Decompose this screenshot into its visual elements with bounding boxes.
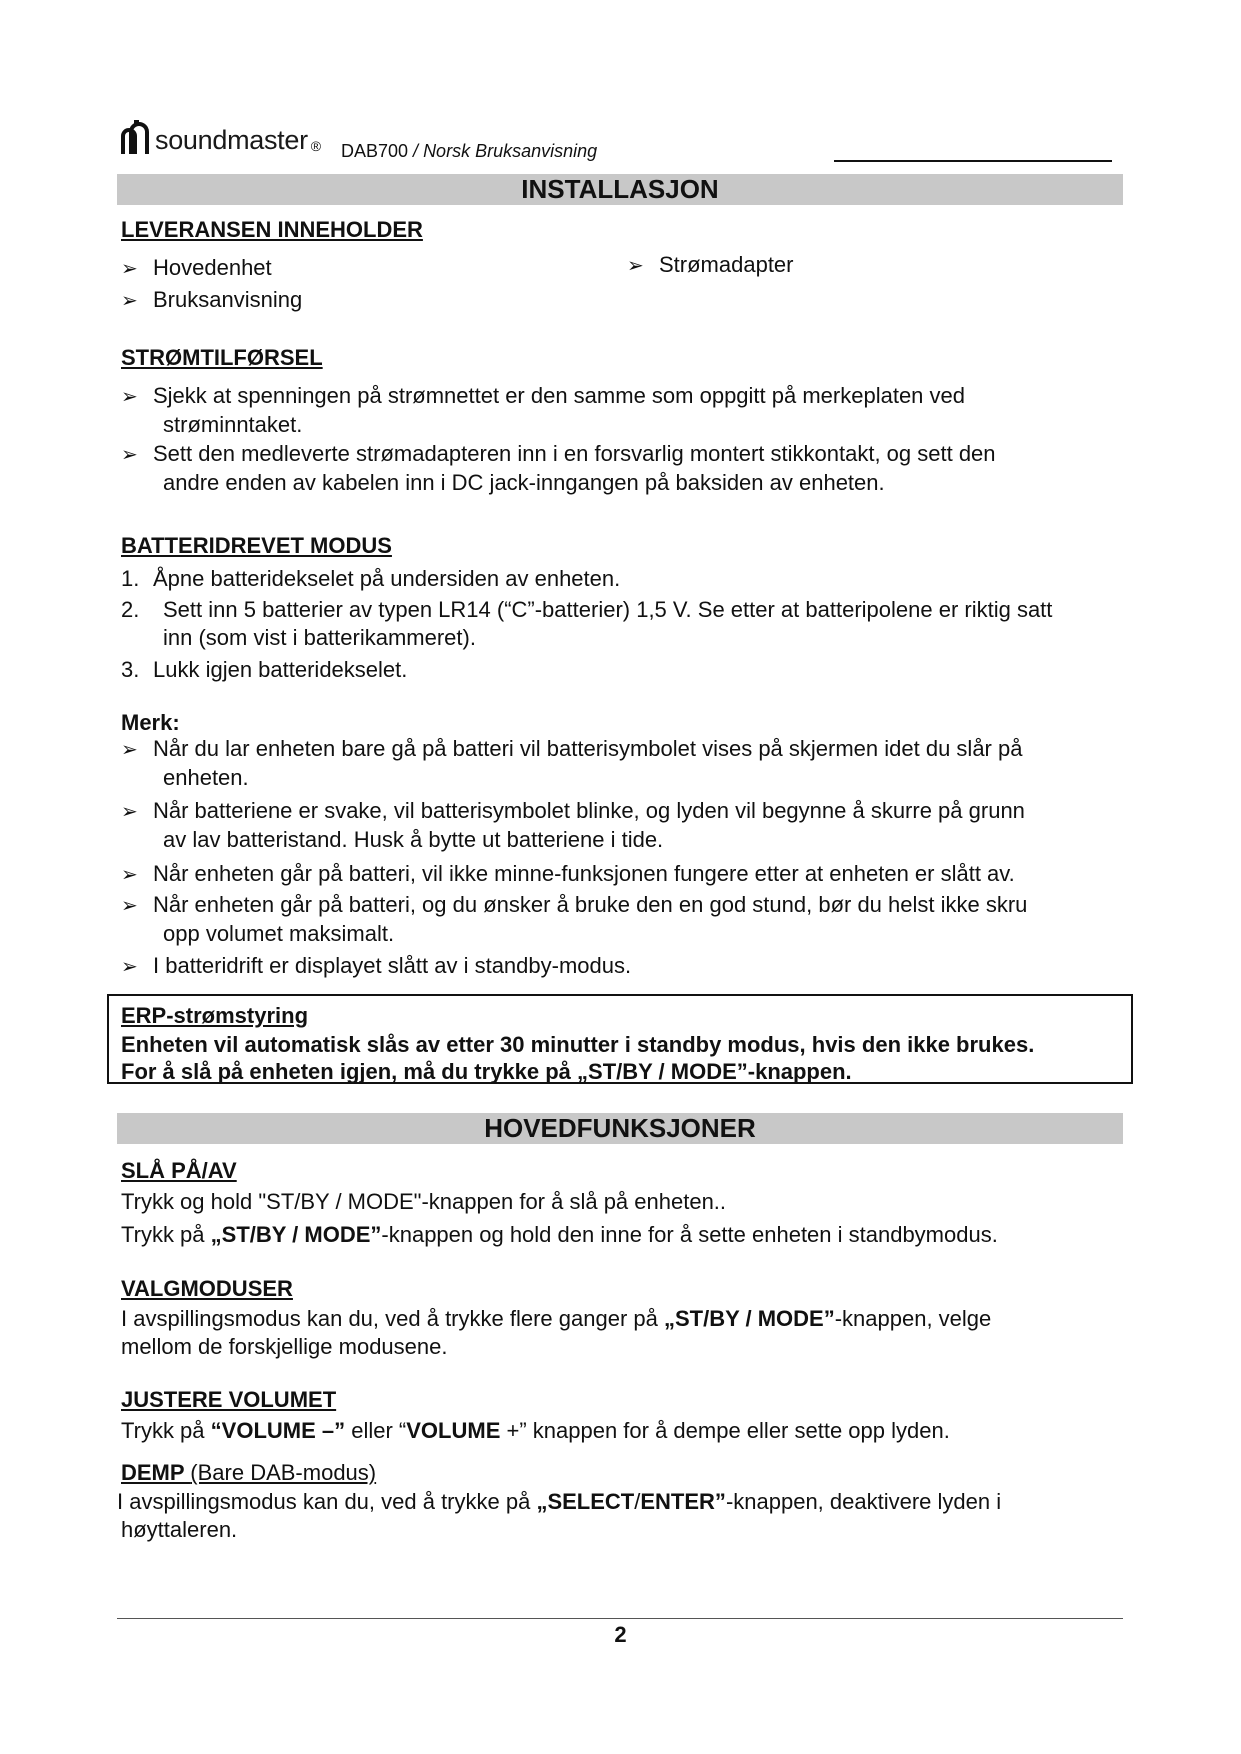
- demp-heading-row: [121, 1460, 376, 1486]
- demp-note: (Bare DAB-modus): [190, 1460, 377, 1485]
- model-name: DAB700: [341, 141, 409, 161]
- heading-sla-pa-av: SLÅ PÅ/AV: [121, 1158, 237, 1183]
- section-bar-hovedfunksjoner: HOVEDFUNKSJONER: [117, 1113, 1123, 1144]
- section-bar-installasjon: INSTALLASJON: [117, 174, 1123, 205]
- paav-text-line2: Trykk på „ST/BY / MODE”-knappen og hold den inne for å sette enheten i standbymodus.: [121, 1222, 998, 1247]
- list-item: ➢ Når enheten går på batteri, vil ikke minne-funksjonen fungere etter at enheten er slått av.: [121, 860, 1015, 889]
- arrow-icon: ➢: [121, 895, 138, 917]
- header-rule: [834, 160, 1112, 162]
- list-item: 2. Sett inn 5 batterier av typen LR14 (“C”-batterier) 1,5 V. Se etter at batteripolene er riktig satt inn (som vist i batterikammeret).: [121, 597, 1053, 650]
- list-item: ➢ Sett den medleverte strømadapteren inn i en forsvarlig montert stikkontakt, og sett den andre enden av kabelen inn i DC jack-inngangen på baksiden av enheten.: [121, 441, 996, 495]
- header-model: [341, 141, 597, 162]
- arrow-icon: ➢: [121, 739, 138, 761]
- demp-text-line1: I avspillingsmodus kan du, ved å trykke på „SELECT/ENTER”-knappen, deaktivere lyden i: [117, 1489, 1002, 1514]
- valg-text-line2: mellom de forskjellige modusene.: [121, 1334, 448, 1359]
- arrow-icon: ➢: [121, 386, 138, 408]
- header-separator: /: [408, 141, 424, 161]
- list-item: ➢ I batteridrift er displayet slått av i standby-modus.: [121, 952, 631, 981]
- volum-text: Trykk på “VOLUME –” eller “VOLUME +” knappen for å dempe eller sette opp lyden.: [121, 1418, 950, 1443]
- list-item: ➢ Når du lar enheten bare gå på batteri vil batterisymbolet vises på skjermen idet du slår på enheten.: [121, 736, 1023, 790]
- demp-text-line2: høyttaleren.: [121, 1517, 238, 1542]
- list-item: ➢ Når batteriene er svake, vil batterisymbolet blinke, og lyden vil begynne å skurre på grunn av lav batteristand. Husk å bytte ut batteriene i tide.: [121, 798, 1025, 852]
- footer-rule: [117, 1618, 1123, 1619]
- document-title: Norsk Bruksanvisning: [423, 141, 598, 161]
- valg-text-line1: I avspillingsmodus kan du, ved å trykke flere ganger på „ST/BY / MODE”-knappen, velge: [121, 1306, 992, 1331]
- heading-justere-volumet: JUSTERE VOLUMET: [121, 1387, 337, 1412]
- arrow-icon: ➢: [627, 255, 644, 277]
- heading-leveranse: LEVERANSEN INNEHOLDER: [121, 217, 423, 242]
- list-item: ➢ Når enheten går på batteri, og du ønsker å bruke den en god stund, bør du helst ikke skru opp volumet maksimalt.: [121, 892, 1028, 946]
- heading-erp: ERP-strømstyring: [121, 1003, 309, 1028]
- brand-logo: [121, 120, 321, 154]
- paav-text-line1: Trykk og hold "ST/BY / MODE"-knappen for å slå på enheten..: [121, 1189, 727, 1214]
- arrow-icon: ➢: [121, 290, 138, 312]
- erp-text-line1: Enheten vil automatisk slås av etter 30 minutter i standby modus, hvis den ikke brukes.: [121, 1032, 1035, 1057]
- list-item: ➢ Strømadapter: [627, 251, 794, 280]
- soundmaster-logo-icon: [121, 120, 151, 154]
- brand-name: soundmaster: [155, 125, 308, 155]
- heading-valgmoduser: VALGMODUSER: [121, 1276, 293, 1301]
- heading-merk: Merk:: [121, 710, 180, 735]
- heading-stromtilforsel: STRØMTILFØRSEL: [121, 345, 323, 370]
- erp-text-line2: For å slå på enheten igjen, må du trykke på „ST/BY / MODE”-knappen.: [121, 1059, 852, 1084]
- heading-batteridrevet: BATTERIDREVET MODUS: [121, 533, 392, 558]
- list-item: ➢ Sjekk at spenningen på strømnettet er den samme som oppgitt på merkeplaten ved strøminntaket.: [121, 383, 965, 437]
- list-item: ➢ Bruksanvisning: [121, 286, 302, 315]
- list-item: 3. Lukk igjen batteridekselet.: [121, 657, 408, 682]
- registered-mark: ®: [310, 138, 322, 154]
- heading-demp: DEMP: [121, 1460, 191, 1485]
- page-number: 2: [614, 1622, 627, 1647]
- arrow-icon: ➢: [121, 444, 138, 466]
- list-item: ➢ Hovedenhet: [121, 254, 272, 283]
- list-item: 1. Åpne batteridekselet på undersiden av enheten.: [121, 566, 621, 591]
- arrow-icon: ➢: [121, 801, 138, 823]
- arrow-icon: ➢: [121, 864, 138, 886]
- arrow-icon: ➢: [121, 956, 138, 978]
- arrow-icon: ➢: [121, 258, 138, 280]
